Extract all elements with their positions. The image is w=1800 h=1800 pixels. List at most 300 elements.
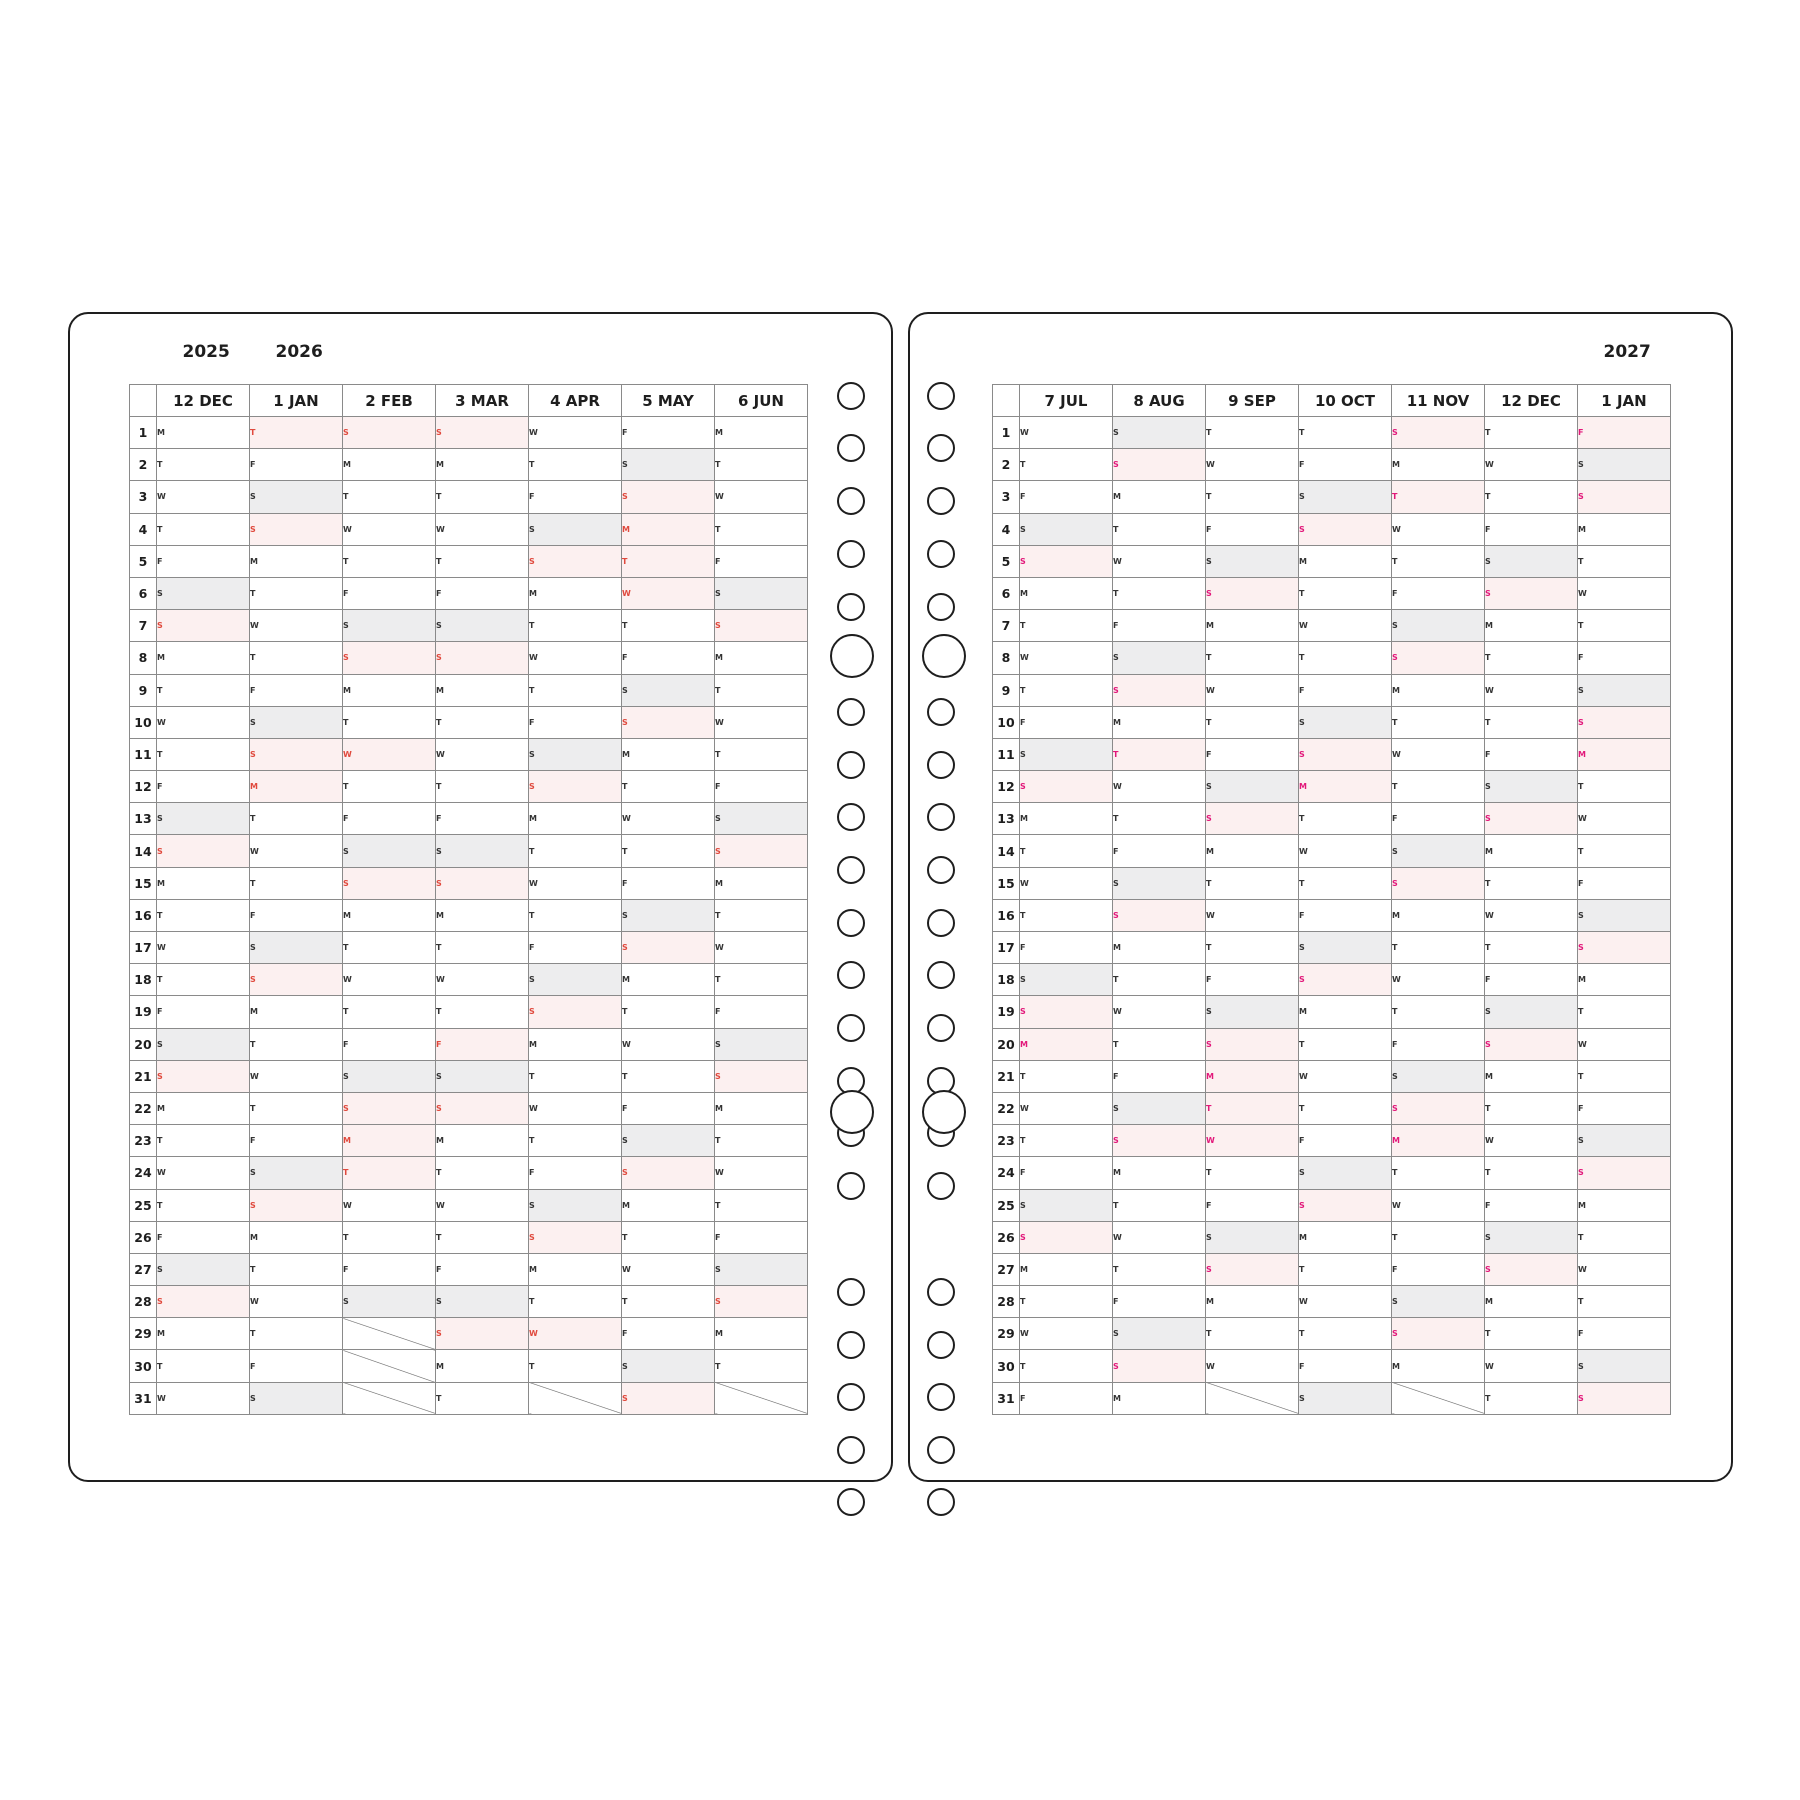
date-cell[interactable]: S [1299,706,1392,738]
date-cell[interactable]: M [436,899,529,931]
date-cell[interactable]: S [250,706,343,738]
date-cell[interactable]: T [1206,1157,1299,1189]
date-cell[interactable]: T [157,1350,250,1382]
date-cell[interactable]: W [436,738,529,770]
date-cell[interactable]: F [1299,1350,1392,1382]
date-cell[interactable]: M [715,417,808,449]
date-cell[interactable]: W [1578,803,1671,835]
date-cell[interactable]: F [1485,513,1578,545]
date-cell[interactable]: F [1578,417,1671,449]
date-cell[interactable]: S [1485,545,1578,577]
date-cell[interactable]: T [157,674,250,706]
date-cell[interactable]: S [1578,1350,1671,1382]
date-cell[interactable]: M [1020,1028,1113,1060]
date-cell[interactable]: S [1206,803,1299,835]
date-cell[interactable]: S [622,481,715,513]
date-cell[interactable]: F [529,481,622,513]
date-cell[interactable]: T [1485,1092,1578,1124]
date-cell[interactable]: S [622,1157,715,1189]
date-cell[interactable]: W [1392,964,1485,996]
date-cell[interactable]: W [1485,899,1578,931]
date-cell[interactable]: W [1578,1253,1671,1285]
date-cell[interactable]: F [1020,932,1113,964]
date-cell[interactable]: T [1113,1028,1206,1060]
date-cell[interactable]: W [715,932,808,964]
date-cell[interactable]: F [250,449,343,481]
date-cell[interactable]: T [715,513,808,545]
date-cell[interactable]: W [1020,642,1113,674]
date-cell[interactable]: T [250,1028,343,1060]
date-cell[interactable]: M [343,449,436,481]
date-cell[interactable]: S [529,771,622,803]
date-cell[interactable]: T [436,771,529,803]
date-cell[interactable]: F [1485,964,1578,996]
date-cell[interactable]: W [622,1253,715,1285]
date-cell[interactable]: W [1113,771,1206,803]
date-cell[interactable]: T [1206,642,1299,674]
date-cell[interactable]: T [343,996,436,1028]
date-cell[interactable]: W [529,1318,622,1350]
date-cell[interactable]: T [529,1060,622,1092]
date-cell[interactable]: T [343,706,436,738]
date-cell[interactable]: M [715,642,808,674]
date-cell[interactable]: F [715,996,808,1028]
date-cell[interactable]: F [529,706,622,738]
date-cell[interactable]: T [1578,771,1671,803]
date-cell[interactable]: S [1020,996,1113,1028]
date-cell[interactable]: S [1578,1382,1671,1414]
date-cell[interactable]: T [1020,1350,1113,1382]
date-cell[interactable]: T [529,674,622,706]
date-cell[interactable]: T [157,513,250,545]
date-cell[interactable]: S [157,803,250,835]
date-cell[interactable]: T [157,449,250,481]
date-cell[interactable]: M [1206,1060,1299,1092]
date-cell[interactable]: W [1206,674,1299,706]
date-cell[interactable]: F [1392,577,1485,609]
date-cell[interactable]: T [1392,771,1485,803]
date-cell[interactable]: M [529,803,622,835]
date-cell[interactable]: T [529,1350,622,1382]
date-cell[interactable]: S [343,1092,436,1124]
date-cell[interactable]: M [436,1350,529,1382]
date-cell[interactable]: S [1578,706,1671,738]
date-cell[interactable]: F [529,1157,622,1189]
date-cell[interactable]: T [157,1125,250,1157]
date-cell[interactable]: M [250,771,343,803]
date-cell[interactable]: S [1206,771,1299,803]
date-cell[interactable]: T [1485,1157,1578,1189]
date-cell[interactable]: F [1020,706,1113,738]
date-cell[interactable]: S [1299,1382,1392,1414]
date-cell[interactable]: W [1485,449,1578,481]
date-cell[interactable]: M [622,1189,715,1221]
date-cell[interactable]: S [1113,899,1206,931]
date-cell[interactable]: S [1392,1092,1485,1124]
date-cell[interactable]: W [529,1092,622,1124]
date-cell[interactable]: F [1485,1189,1578,1221]
date-cell[interactable]: T [436,1221,529,1253]
date-cell[interactable]: S [622,1350,715,1382]
date-cell[interactable]: S [1578,674,1671,706]
date-cell[interactable]: W [529,867,622,899]
date-cell[interactable]: M [1206,610,1299,642]
date-cell[interactable]: F [1392,1028,1485,1060]
date-cell[interactable]: F [1113,835,1206,867]
date-cell[interactable]: T [622,771,715,803]
date-cell[interactable]: W [1020,1318,1113,1350]
date-cell[interactable]: S [715,610,808,642]
date-cell[interactable]: S [343,867,436,899]
date-cell[interactable]: W [1485,1350,1578,1382]
date-cell[interactable]: S [1020,771,1113,803]
date-cell[interactable]: F [1113,610,1206,642]
date-cell[interactable]: W [1206,449,1299,481]
date-cell[interactable]: S [436,1092,529,1124]
date-cell[interactable]: T [250,417,343,449]
date-cell[interactable]: W [157,1382,250,1414]
date-cell[interactable]: F [436,1253,529,1285]
date-cell[interactable]: T [436,1157,529,1189]
date-cell[interactable]: W [1299,835,1392,867]
date-cell[interactable]: F [436,577,529,609]
date-cell[interactable]: W [1392,1189,1485,1221]
date-cell[interactable]: S [1392,642,1485,674]
date-cell[interactable]: M [157,417,250,449]
date-cell[interactable]: S [529,1189,622,1221]
date-cell[interactable]: W [715,706,808,738]
date-cell[interactable]: S [1485,577,1578,609]
date-cell[interactable]: W [1578,577,1671,609]
date-cell[interactable]: T [343,771,436,803]
date-cell[interactable]: M [157,1092,250,1124]
date-cell[interactable]: M [715,867,808,899]
date-cell[interactable]: T [1392,932,1485,964]
date-cell[interactable]: M [250,545,343,577]
date-cell[interactable]: T [715,964,808,996]
date-cell[interactable]: T [1578,610,1671,642]
date-cell[interactable]: S [1299,964,1392,996]
date-cell[interactable]: T [622,1286,715,1318]
date-cell[interactable]: S [622,899,715,931]
date-cell[interactable]: F [343,803,436,835]
date-cell[interactable]: W [622,577,715,609]
date-cell[interactable]: M [1485,610,1578,642]
date-cell[interactable]: T [157,738,250,770]
date-cell[interactable]: M [529,577,622,609]
date-cell[interactable]: T [250,867,343,899]
date-cell[interactable]: W [343,1189,436,1221]
date-cell[interactable]: S [250,1157,343,1189]
date-cell[interactable]: W [529,417,622,449]
date-cell[interactable]: W [715,481,808,513]
date-cell[interactable]: S [436,867,529,899]
date-cell[interactable]: T [715,738,808,770]
date-cell[interactable]: F [157,545,250,577]
date-cell[interactable]: M [250,1221,343,1253]
date-cell[interactable]: T [1485,417,1578,449]
date-cell[interactable]: W [1392,738,1485,770]
date-cell[interactable]: S [529,738,622,770]
date-cell[interactable]: S [436,1286,529,1318]
date-cell[interactable]: T [622,1221,715,1253]
date-cell[interactable]: S [1206,1221,1299,1253]
date-cell[interactable]: S [1299,1189,1392,1221]
date-cell[interactable]: S [1113,1318,1206,1350]
date-cell[interactable]: M [1299,1221,1392,1253]
date-cell[interactable]: M [157,867,250,899]
date-cell[interactable]: M [1578,513,1671,545]
date-cell[interactable]: M [529,1028,622,1060]
date-cell[interactable]: S [343,417,436,449]
date-cell[interactable]: W [157,481,250,513]
date-cell[interactable]: S [529,1221,622,1253]
date-cell[interactable]: T [1299,803,1392,835]
date-cell[interactable]: W [157,706,250,738]
date-cell[interactable]: T [1206,867,1299,899]
date-cell[interactable]: M [1206,835,1299,867]
date-cell[interactable]: S [343,1060,436,1092]
date-cell[interactable]: F [715,545,808,577]
date-cell[interactable]: S [715,1286,808,1318]
date-cell[interactable]: W [1299,610,1392,642]
date-cell[interactable]: S [1392,610,1485,642]
date-cell[interactable]: M [343,899,436,931]
date-cell[interactable]: W [436,513,529,545]
date-cell[interactable]: F [436,1028,529,1060]
date-cell[interactable]: T [1392,1221,1485,1253]
date-cell[interactable]: S [436,835,529,867]
date-cell[interactable]: T [1485,1318,1578,1350]
date-cell[interactable]: F [250,1350,343,1382]
date-cell[interactable]: T [529,899,622,931]
date-cell[interactable]: F [250,899,343,931]
date-cell[interactable]: S [343,1286,436,1318]
date-cell[interactable]: T [1299,1318,1392,1350]
date-cell[interactable]: F [1578,1318,1671,1350]
date-cell[interactable]: T [715,1189,808,1221]
date-cell[interactable]: S [1299,932,1392,964]
date-cell[interactable]: S [343,642,436,674]
date-cell[interactable]: M [1113,481,1206,513]
date-cell[interactable]: S [436,417,529,449]
date-cell[interactable]: F [157,1221,250,1253]
date-cell[interactable]: S [1113,417,1206,449]
date-cell[interactable]: F [1299,674,1392,706]
date-cell[interactable]: T [529,835,622,867]
date-cell[interactable]: W [436,1189,529,1221]
date-cell[interactable]: W [1113,545,1206,577]
date-cell[interactable]: S [250,932,343,964]
date-cell[interactable]: F [343,1028,436,1060]
date-cell[interactable]: M [1392,1350,1485,1382]
date-cell[interactable]: S [622,1382,715,1414]
date-cell[interactable]: M [529,1253,622,1285]
date-cell[interactable]: T [1206,417,1299,449]
date-cell[interactable]: M [436,449,529,481]
date-cell[interactable]: M [622,513,715,545]
date-cell[interactable]: M [1299,771,1392,803]
date-cell[interactable]: M [1020,1253,1113,1285]
date-cell[interactable]: T [1299,1092,1392,1124]
date-cell[interactable]: F [622,867,715,899]
date-cell[interactable]: S [1485,771,1578,803]
date-cell[interactable]: F [1206,1189,1299,1221]
date-cell[interactable]: T [250,1092,343,1124]
date-cell[interactable]: T [529,449,622,481]
date-cell[interactable]: S [1578,1125,1671,1157]
date-cell[interactable]: S [529,545,622,577]
date-cell[interactable]: F [1020,1157,1113,1189]
date-cell[interactable]: F [1299,1125,1392,1157]
date-cell[interactable]: W [529,642,622,674]
date-cell[interactable]: T [1113,1253,1206,1285]
date-cell[interactable]: S [250,1382,343,1414]
date-cell[interactable]: M [1020,577,1113,609]
date-cell[interactable]: T [622,545,715,577]
date-cell[interactable]: S [1392,1060,1485,1092]
date-cell[interactable]: T [343,1221,436,1253]
date-cell[interactable]: S [1113,1125,1206,1157]
date-cell[interactable]: F [1113,1060,1206,1092]
date-cell[interactable]: S [1578,932,1671,964]
date-cell[interactable]: T [1392,996,1485,1028]
date-cell[interactable]: T [157,1189,250,1221]
date-cell[interactable]: S [1299,481,1392,513]
date-cell[interactable]: M [1113,1157,1206,1189]
date-cell[interactable]: T [436,545,529,577]
date-cell[interactable]: S [1485,1028,1578,1060]
date-cell[interactable]: S [157,610,250,642]
date-cell[interactable]: W [436,964,529,996]
date-cell[interactable]: F [1206,738,1299,770]
date-cell[interactable]: W [1299,1286,1392,1318]
date-cell[interactable]: S [622,449,715,481]
date-cell[interactable]: S [1113,642,1206,674]
date-cell[interactable]: T [343,932,436,964]
date-cell[interactable]: W [343,513,436,545]
date-cell[interactable]: S [157,1286,250,1318]
date-cell[interactable]: W [250,1286,343,1318]
date-cell[interactable]: T [715,449,808,481]
date-cell[interactable]: T [436,706,529,738]
date-cell[interactable]: M [250,996,343,1028]
date-cell[interactable]: T [1578,1286,1671,1318]
date-cell[interactable]: M [1113,706,1206,738]
date-cell[interactable]: T [622,1060,715,1092]
date-cell[interactable]: S [250,513,343,545]
date-cell[interactable]: T [343,481,436,513]
date-cell[interactable]: M [157,1318,250,1350]
date-cell[interactable]: S [1206,996,1299,1028]
date-cell[interactable]: S [1392,867,1485,899]
date-cell[interactable]: T [1299,1028,1392,1060]
date-cell[interactable]: W [250,610,343,642]
date-cell[interactable]: F [715,771,808,803]
date-cell[interactable]: F [1578,1092,1671,1124]
date-cell[interactable]: T [1113,1189,1206,1221]
date-cell[interactable]: T [1392,706,1485,738]
date-cell[interactable]: S [1020,545,1113,577]
date-cell[interactable]: T [715,674,808,706]
date-cell[interactable]: M [1485,835,1578,867]
date-cell[interactable]: T [1020,899,1113,931]
date-cell[interactable]: F [1578,642,1671,674]
date-cell[interactable]: M [622,964,715,996]
date-cell[interactable]: S [622,1125,715,1157]
date-cell[interactable]: F [157,771,250,803]
date-cell[interactable]: S [436,1318,529,1350]
date-cell[interactable]: T [250,1318,343,1350]
date-cell[interactable]: T [1578,1221,1671,1253]
date-cell[interactable]: T [1206,932,1299,964]
date-cell[interactable]: S [1113,1350,1206,1382]
date-cell[interactable]: F [622,642,715,674]
date-cell[interactable]: F [250,1125,343,1157]
date-cell[interactable]: S [1020,738,1113,770]
date-cell[interactable]: M [1578,964,1671,996]
date-cell[interactable]: T [1485,706,1578,738]
date-cell[interactable]: S [343,835,436,867]
date-cell[interactable]: W [250,1060,343,1092]
date-cell[interactable]: S [1578,481,1671,513]
date-cell[interactable]: M [622,738,715,770]
date-cell[interactable]: S [715,835,808,867]
date-cell[interactable]: T [1113,738,1206,770]
date-cell[interactable]: W [157,1157,250,1189]
date-cell[interactable]: S [1392,835,1485,867]
date-cell[interactable]: T [622,996,715,1028]
date-cell[interactable]: W [1113,1221,1206,1253]
date-cell[interactable]: W [1020,417,1113,449]
date-cell[interactable]: F [529,932,622,964]
date-cell[interactable]: S [343,610,436,642]
date-cell[interactable]: S [1578,1157,1671,1189]
date-cell[interactable]: T [1392,481,1485,513]
date-cell[interactable]: T [1485,642,1578,674]
date-cell[interactable]: W [1485,674,1578,706]
date-cell[interactable]: S [1485,1253,1578,1285]
date-cell[interactable]: S [1392,1318,1485,1350]
date-cell[interactable]: T [715,1350,808,1382]
date-cell[interactable]: T [715,899,808,931]
date-cell[interactable]: T [1206,706,1299,738]
date-cell[interactable]: W [1299,1060,1392,1092]
date-cell[interactable]: T [1299,577,1392,609]
date-cell[interactable]: W [157,932,250,964]
date-cell[interactable]: S [436,642,529,674]
date-cell[interactable]: W [1392,513,1485,545]
date-cell[interactable]: S [1485,1221,1578,1253]
date-cell[interactable]: T [1578,545,1671,577]
date-cell[interactable]: S [529,513,622,545]
date-cell[interactable]: W [343,738,436,770]
date-cell[interactable]: F [436,803,529,835]
date-cell[interactable]: S [715,1253,808,1285]
date-cell[interactable]: T [1020,1060,1113,1092]
date-cell[interactable]: S [1485,803,1578,835]
date-cell[interactable]: T [250,642,343,674]
date-cell[interactable]: S [250,738,343,770]
date-cell[interactable]: T [622,610,715,642]
date-cell[interactable]: T [250,803,343,835]
date-cell[interactable]: F [157,996,250,1028]
date-cell[interactable]: F [1485,738,1578,770]
date-cell[interactable]: M [1392,449,1485,481]
date-cell[interactable]: M [1485,1060,1578,1092]
date-cell[interactable]: T [1020,449,1113,481]
date-cell[interactable]: T [1392,1157,1485,1189]
